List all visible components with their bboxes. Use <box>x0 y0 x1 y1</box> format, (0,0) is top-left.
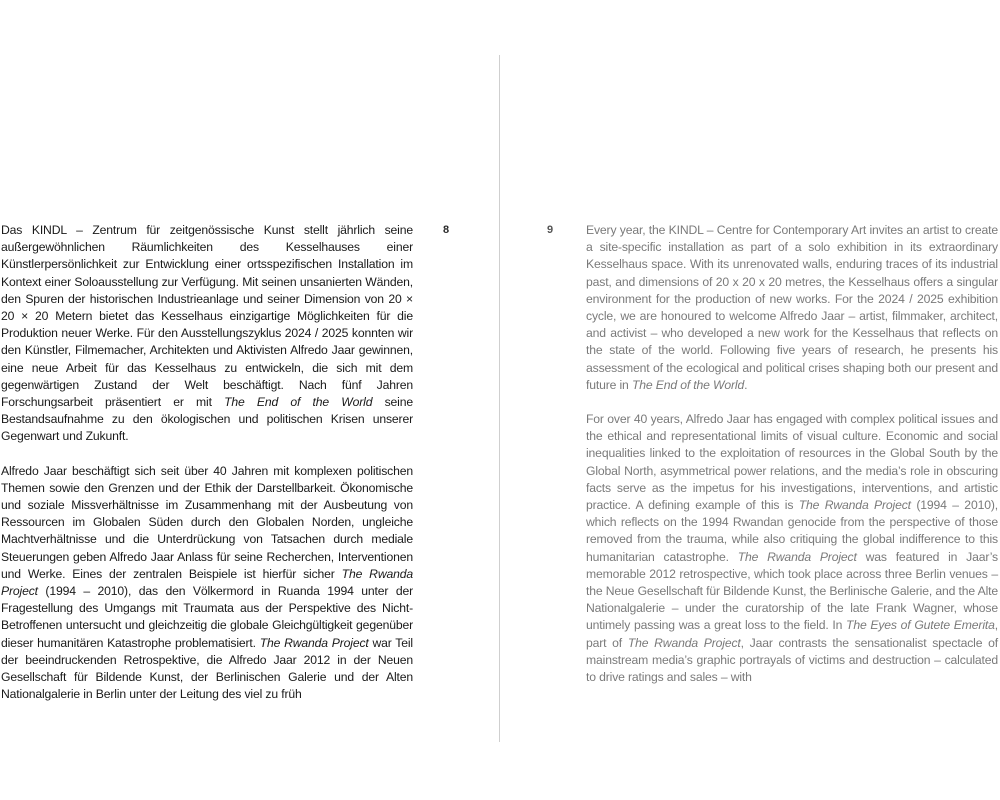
german-paragraph-1: Das KINDL – Zentrum für zeitgenössische Kunst stellt jährlich seine außergewöhnlichen Räumlichkeiten des Kesselhauses einer Künstlerpersönlichkeit zur Entwicklung einer ortsspezifischen Installation im Kontext einer Soloausstellung zur Verfügung. Mit seinen unsanierten Wänden, den Spuren der historischen Industrieanlage und seiner Dimension von 20 × 20 × 20 Metern bietet das Kesselhaus einzigartige Möglichkeiten für die Produktion neuer Werke. Für den Ausstellungszyklus 2024 / 2025 konnten wir den Künstler, Filmemacher, Architekten und Aktivisten Alfredo Jaar gewinnen, eine neue Arbeit für das Kesselhaus zu entwickeln, die sich mit dem gegenwärtigen Zustand der Welt beschäftigt. Nach fünf Jahren Forschungsarbeit präsentiert er mit The End of the World seine Bestandsaufnahme zu den ökologischen und politischen Krisen unserer Gegenwart und Zukunft. <box>1 223 413 444</box>
english-paragraph-1: Every year, the KINDL – Centre for Contemporary Art invites an artist to create a site-specific installation as part of a solo exhibition in its extraordinary Kesselhaus space. With its unrenovated walls, enduring traces of its industrial past, and dimensions of 20 x 20 x 20 metres, the Kesselhaus offers a singular environment for the production of new works. For the 2024 / 2025 exhibition cycle, we are honoured to welcome Alfredo Jaar – artist, filmmaker, architect, and activist – who developed a new work for the Kesselhaus that reflects on the state of the world. Following five years of research, he presents his assessment of the ecological and political crises shaping both our present and future in The End of the World. <box>586 223 998 392</box>
german-text-column <box>1 222 413 703</box>
work-title: The Rwanda Project <box>737 549 857 564</box>
german-paragraph-2: Alfredo Jaar beschäftigt sich seit über 40 Jahren mit komplexen politischen Themen sowie den Grenzen und der Ethik der Darstellbarkeit. Ökonomische und soziale Missverhältnisse im Zusammenhang mit der Ausbeutung von Ressourcen im Globalen Süden durch den Globalen Norden, ungleiche Machtverhältnisse und die Unterdrückung von Tatsachen durch mediale Steuerungen geben Alfredo Jaar Anlass für seine Recherchen, Interventionen und Werke. Eines der zentralen Beispiele ist hierfür sicher The Rwanda Project (1994 – 2010), das den Völkermord in Ruanda 1994 unter der Fragestellung des Umgangs mit Traumata aus der Perspektive des Nicht-Betroffenen untersucht und gleichzeitig die globale Gleichgültigkeit gegenüber dieser humanitären Katastrophe problematisiert. The Rwanda Project war Teil der beeindruckenden Retrospektive, die Alfredo Jaar 2012 in der Neuen Gesellschaft für Bildende Kunst, der Berlinischen Galerie und der Alten Nationalgalerie in Berlin unter der Leitung des viel zu früh <box>1 463 413 702</box>
page-number-left: 8 <box>443 224 450 236</box>
english-text-column <box>586 222 998 686</box>
english-paragraph-2: For over 40 years, Alfredo Jaar has engaged with complex political issues and the ethical and representational limits of visual culture. Economic and social inequalities linked to the exploitation of resources in the Global South by the Global North, asymmetrical power relations, and the media’s role in obscuring facts serve as the impetus for his investigations, interventions, and artistic practice. A defining example of this is The Rwanda Project (1994 – 2010), which reflects on the 1994 Rwandan genocide from the perspective of those removed from the trauma, while also critiquing the global indifference to this humanitarian catastrophe. The Rwanda Project was featured in Jaar’s memorable 2012 retrospective, which took place across three Berlin venues – the Neue Gesellschaft für Bildende Kunst, the Berlinische Galerie, and the Alte Nationalgalerie – under the curatorship of the late Frank Wagner, whose untimely passing was a great loss to the field. In The Eyes of Gutete Emerita, part of The Rwanda Project, Jaar contrasts the sensationalist spectacle of mainstream media’s graphic portrayals of victims and destruction – calculated to drive ratings and sales – with <box>586 412 999 685</box>
page-number-right: 9 <box>547 224 554 236</box>
work-title: The End of the World <box>631 377 745 392</box>
work-title: The Rwanda Project <box>259 635 369 650</box>
page-gutter-divider <box>499 55 500 742</box>
work-title: The Rwanda Project <box>1 566 413 599</box>
work-title: The Rwanda Project <box>627 635 741 650</box>
work-title: The Eyes of Gutete Emerita <box>846 618 995 633</box>
work-title: The End of the World <box>224 395 373 410</box>
work-title: The Rwanda Project <box>798 498 911 513</box>
